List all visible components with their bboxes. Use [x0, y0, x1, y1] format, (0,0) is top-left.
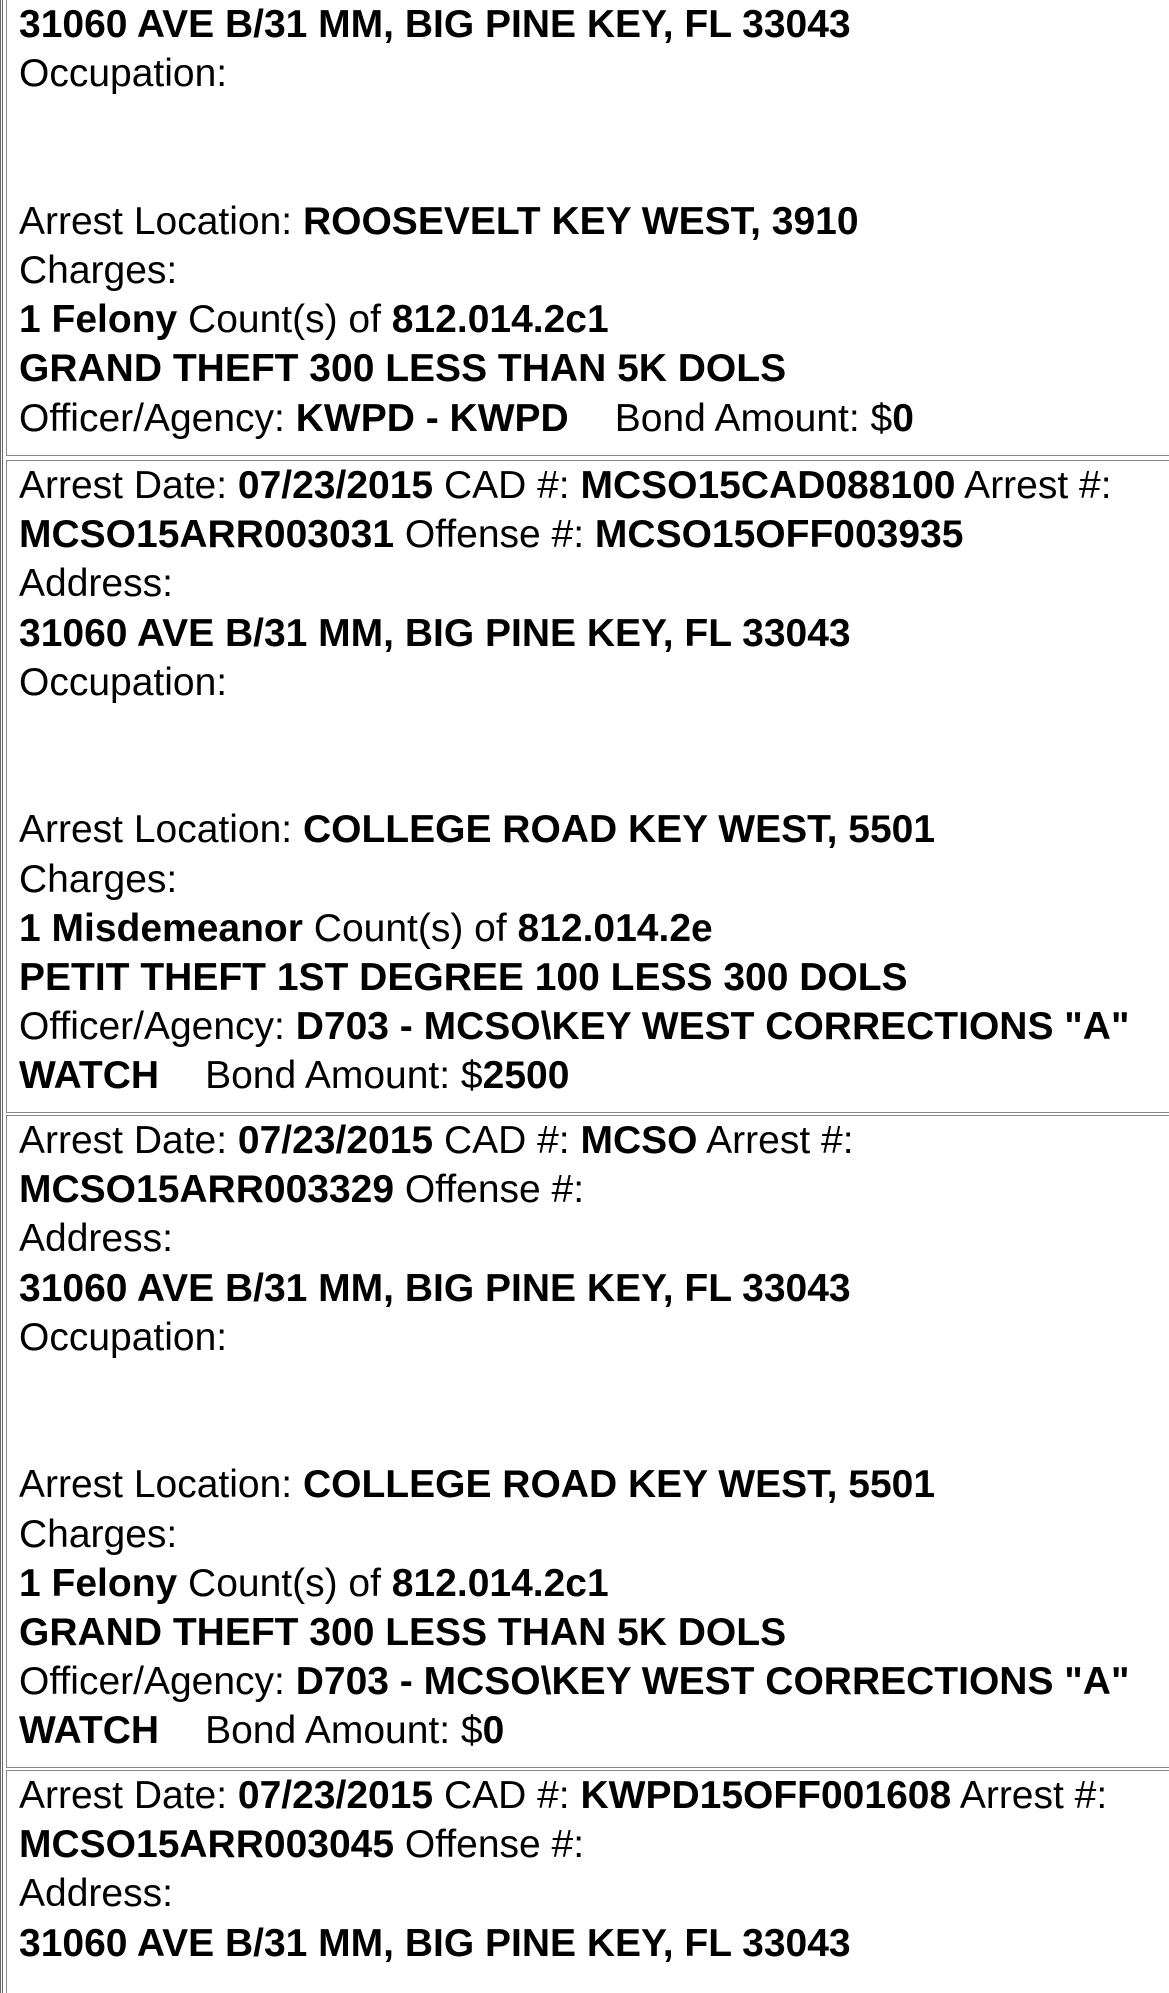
charges-label: Charges: [19, 249, 178, 292]
cad-label: CAD #: [433, 464, 581, 507]
charges-label: Charges: [19, 1512, 178, 1556]
arrest-number-label: Arrest #: [697, 1119, 854, 1162]
arrest-info-line [19, 1771, 1169, 1820]
officer-value: D703 - MCSO\KEY WEST CORRECTIONS "A" [295, 1660, 1130, 1704]
charge-line [19, 295, 1169, 344]
bond-label: Bond Amount: $ [614, 396, 893, 440]
arrest-date-label: Arrest Date: [19, 464, 238, 507]
officer-bond-line [19, 394, 1169, 443]
occupation-label: Occupation: [19, 52, 228, 96]
cad-label: CAD #: [433, 1119, 581, 1162]
address-label: Address: [19, 1872, 173, 1916]
bond-value: 0 [892, 396, 914, 440]
charge-description-line [19, 953, 1169, 1002]
charge-statute: 812.014.2c1 [391, 1561, 609, 1605]
officer-value: KWPD - KWPD [295, 396, 569, 440]
offense-label: Offense #: [394, 1823, 585, 1867]
address-value: 31060 AVE B/31 MM, BIG PINE KEY, FL 33043 [19, 3, 851, 46]
arrest-date-value: 07/23/2015 [237, 1774, 434, 1817]
officer-value-continued: WATCH [19, 1709, 160, 1753]
arrest-number-line [19, 510, 1169, 559]
arrest-number-value: MCSO15ARR003329 [19, 1168, 395, 1212]
cad-value: MCSO [580, 1119, 698, 1162]
cad-value: MCSO15CAD088100 [580, 464, 956, 507]
address-value: 31060 AVE B/31 MM, BIG PINE KEY, FL 33043 [19, 611, 851, 655]
cad-label: CAD #: [433, 1774, 581, 1817]
occupation-blank [19, 1362, 1169, 1460]
occupation-blank [19, 98, 1169, 196]
charge-count-of: Count(s) of [302, 906, 518, 950]
bond-label: Bond Amount: $ [205, 1709, 483, 1753]
bond-value: 2500 [482, 1054, 570, 1098]
arrest-location-line [19, 1460, 1169, 1509]
arrest-location-label: Arrest Location: [19, 808, 303, 852]
officer-label: Officer/Agency: [19, 1660, 296, 1704]
charge-count: 1 Felony [19, 1561, 178, 1605]
officer-bond-line [19, 1706, 1169, 1755]
charge-statute: 812.014.2e [517, 906, 713, 950]
arrest-record [6, 460, 1169, 1113]
officer-value-continued: WATCH [19, 1054, 160, 1098]
cad-value: KWPD15OFF001608 [580, 1774, 952, 1817]
officer-label: Officer/Agency: [19, 396, 296, 440]
arrest-date-label: Arrest Date: [19, 1119, 238, 1162]
arrest-location-value: COLLEGE ROAD KEY WEST, 5501 [302, 808, 936, 852]
arrest-location-line [19, 197, 1169, 246]
address-line [19, 609, 1169, 658]
arrest-info-line [19, 461, 1169, 510]
arrest-record [6, 0, 1169, 456]
officer-bond-line [19, 1051, 1169, 1100]
offense-label: Offense #: [394, 513, 595, 557]
bond-value: 0 [482, 1709, 505, 1753]
occupation-label: Occupation: [19, 660, 228, 704]
charge-description: GRAND THEFT 300 LESS THAN 5K DOLS [19, 347, 787, 391]
arrest-location-label: Arrest Location: [19, 199, 303, 243]
officer-value: D703 - MCSO\KEY WEST CORRECTIONS "A" [295, 1005, 1130, 1049]
offense-value: MCSO15OFF003935 [594, 513, 964, 557]
charge-line [19, 1559, 1169, 1608]
charge-count: 1 Felony [19, 298, 178, 342]
charge-line [19, 904, 1169, 953]
address-line [19, 1919, 1169, 1968]
arrest-number-label: Arrest #: [951, 1774, 1108, 1817]
officer-line [19, 1002, 1169, 1051]
charge-description-line [19, 344, 1169, 393]
offense-label: Offense #: [394, 1168, 585, 1212]
arrest-record [6, 1770, 1169, 1993]
charge-count-of: Count(s) of [177, 298, 392, 342]
charge-count-of: Count(s) of [177, 1561, 392, 1605]
arrest-number-value: MCSO15ARR003031 [19, 513, 395, 557]
arrest-location-line [19, 805, 1169, 854]
bond-label: Bond Amount: $ [205, 1054, 483, 1098]
address-label: Address: [19, 1217, 173, 1261]
charge-description: PETIT THEFT 1ST DEGREE 100 LESS 300 DOLS [19, 956, 908, 1000]
occupation-label: Occupation: [19, 1315, 228, 1359]
charge-statute: 812.014.2c1 [391, 298, 609, 342]
arrest-info-line [19, 1116, 1169, 1165]
officer-label: Officer/Agency: [19, 1005, 296, 1049]
arrest-location-value: ROOSEVELT KEY WEST, 3910 [302, 199, 859, 243]
occupation-blank [19, 707, 1169, 805]
charges-label: Charges: [19, 857, 178, 901]
arrest-location-value: COLLEGE ROAD KEY WEST, 5501 [302, 1463, 936, 1507]
arrest-record [6, 1115, 1169, 1768]
address-value: 31060 AVE B/31 MM, BIG PINE KEY, FL 33043 [19, 1266, 851, 1310]
arrest-number-value: MCSO15ARR003045 [19, 1823, 395, 1867]
charge-description-line [19, 1608, 1169, 1657]
arrest-location-label: Arrest Location: [19, 1463, 303, 1507]
address-line [19, 1264, 1169, 1313]
arrest-date-value: 07/23/2015 [237, 464, 434, 507]
arrest-date-value: 07/23/2015 [237, 1119, 434, 1162]
arrest-number-line [19, 1165, 1169, 1214]
charge-count: 1 Misdemeanor [19, 906, 303, 950]
address-label: Address: [19, 562, 173, 606]
address-line [19, 0, 1169, 49]
arrest-date-label: Arrest Date: [19, 1774, 238, 1817]
officer-line [19, 1657, 1169, 1706]
arrest-number-label: Arrest #: [955, 464, 1112, 507]
charge-description: GRAND THEFT 300 LESS THAN 5K DOLS [19, 1611, 787, 1655]
address-value: 31060 AVE B/31 MM, BIG PINE KEY, FL 33043 [19, 1921, 851, 1965]
arrest-number-line [19, 1820, 1169, 1869]
